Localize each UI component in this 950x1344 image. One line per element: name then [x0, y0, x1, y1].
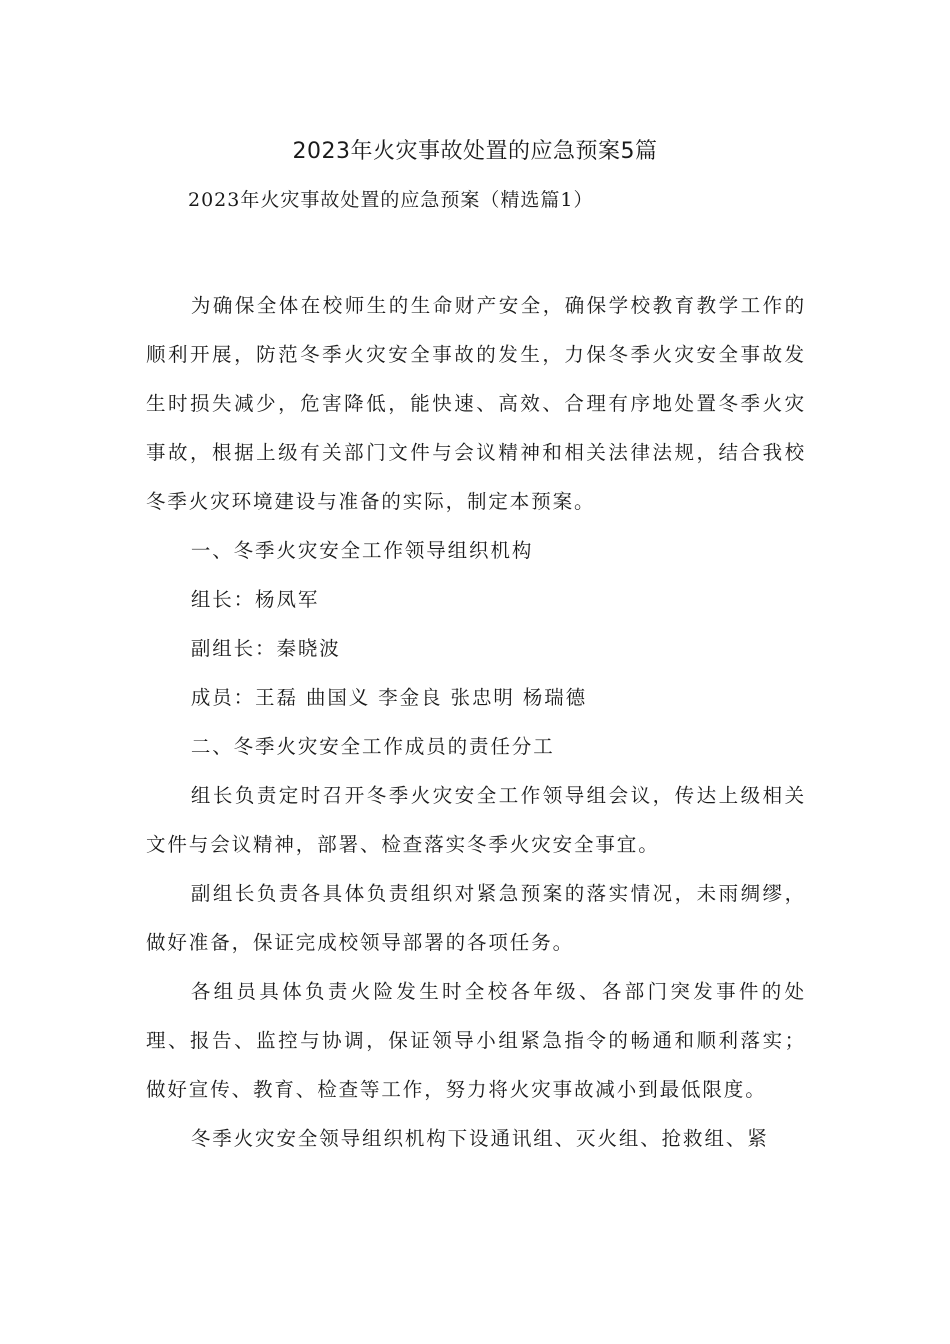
- section-heading-1: 一、冬季火灾安全工作领导组织机构: [190, 539, 534, 562]
- subgroup-paragraph: 冬季火灾安全领导组织机构下设通讯组、灭火组、抢救组、紧: [190, 1127, 769, 1150]
- intro-paragraph: 为确保全体在校师生的生命财产安全，确保学校教育教学工作的顺利开展，防范冬季火灾安全事故的发生，力保冬季火灾安全事故发生时损失减少，危害降低，能快速、高效、合理有序地处置冬季火灾事故，根据上级有关部门文件与会议精神和相关法律法规，结合我校冬季火灾环境建设与准备的实际，制定本预案。: [146, 294, 806, 513]
- members-line: 成员：王磊 曲国义 李金良 张忠明 杨瑞德: [190, 686, 588, 709]
- leader-duty-paragraph: 组长负责定时召开冬季火灾安全工作领导组会议，传达上级相关文件与会议精神，部署、检查落实冬季火灾安全事宜。: [146, 784, 806, 856]
- member-duty-paragraph: 各组员具体负责火险发生时全校各年级、各部门突发事件的处理、报告、监控与协调，保证领导小组紧急指令的畅通和顺利落实；做好宣传、教育、检查等工作，努力将火灾事故减小到最低限度。: [146, 980, 806, 1101]
- leader-line: 组长：杨凤军: [190, 588, 320, 611]
- document-subtitle: 2023年火灾事故处置的应急预案（精选篇1）: [188, 189, 594, 211]
- deputy-duty-paragraph: 副组长负责各具体负责组织对紧急预案的落实情况，未雨绸缪，做好准备，保证完成校领导部署的各项任务。: [146, 882, 806, 954]
- section-heading-2: 二、冬季火灾安全工作成员的责任分工: [190, 735, 555, 758]
- document-title: 2023年火灾事故处置的应急预案5篇: [292, 139, 658, 164]
- deputy-leader-line: 副组长：秦晓波: [190, 637, 341, 660]
- document-body: [146, 281, 806, 1163]
